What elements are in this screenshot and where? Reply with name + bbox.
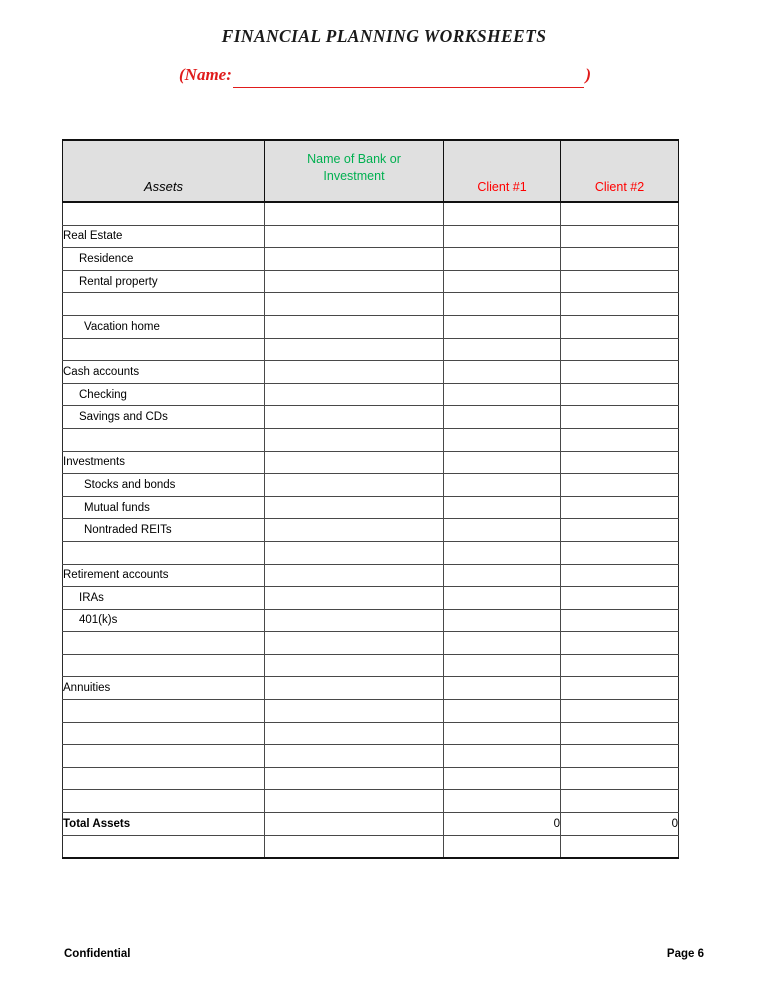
client-1-value-cell[interactable] [444,428,561,451]
table-row [63,835,679,858]
column-header-assets: Assets [63,140,265,202]
client-1-value-cell[interactable] [444,790,561,813]
client-2-value-cell[interactable] [561,315,679,338]
asset-label-cell: Checking [63,383,265,406]
client-2-value-cell[interactable] [561,677,679,700]
asset-label-cell: Savings and CDs [63,406,265,429]
asset-label-cell [63,790,265,813]
bank-or-investment-cell[interactable] [265,338,444,361]
client-1-value-cell[interactable] [444,767,561,790]
asset-label-cell: IRAs [63,587,265,610]
asset-label-cell: Real Estate [63,225,265,248]
asset-label-cell: Residence [63,248,265,271]
client-1-value-cell[interactable]: 0 [444,813,561,836]
table-row [63,632,679,655]
client-1-value-cell[interactable] [444,654,561,677]
table-row [63,361,679,384]
client-1-value-cell[interactable] [444,496,561,519]
asset-label-cell [63,654,265,677]
bank-or-investment-cell[interactable] [265,361,444,384]
column-header-client-2: Client #2 [561,140,679,202]
client-1-value-cell[interactable] [444,202,561,225]
client-2-value-cell[interactable] [561,202,679,225]
client-1-value-cell[interactable] [444,722,561,745]
bank-or-investment-cell[interactable] [265,722,444,745]
client-2-value-cell[interactable] [561,451,679,474]
client-1-value-cell[interactable] [444,835,561,858]
asset-label-cell: Stocks and bonds [63,474,265,497]
table-row [63,225,679,248]
asset-label-cell [63,541,265,564]
table-row [63,519,679,542]
client-2-value-cell[interactable] [561,474,679,497]
client-2-value-cell[interactable] [561,428,679,451]
table-row [63,474,679,497]
client-1-value-cell[interactable] [444,293,561,316]
client-1-value-cell[interactable] [444,541,561,564]
table-row [63,293,679,316]
client-1-value-cell[interactable] [444,406,561,429]
client-1-value-cell[interactable] [444,677,561,700]
client-2-value-cell[interactable] [561,270,679,293]
asset-label-cell: Cash accounts [63,361,265,384]
asset-label-cell [63,722,265,745]
client-2-value-cell[interactable] [561,293,679,316]
bank-or-investment-cell[interactable] [265,293,444,316]
name-field-underline[interactable] [233,87,584,88]
bank-or-investment-cell[interactable] [265,451,444,474]
name-field-label: (Name: [179,65,232,84]
client-2-value-cell[interactable] [561,225,679,248]
bank-or-investment-cell[interactable] [265,587,444,610]
client-2-value-cell[interactable] [561,564,679,587]
asset-label-cell [63,428,265,451]
assets-worksheet-table [62,139,679,859]
client-1-value-cell[interactable] [444,270,561,293]
bank-or-investment-cell[interactable] [265,700,444,723]
table-row [63,315,679,338]
client-2-value-cell[interactable] [561,790,679,813]
table-row [63,541,679,564]
client-1-value-cell[interactable] [444,225,561,248]
name-field-row [179,65,591,91]
asset-label-cell [63,700,265,723]
column-header-bank-line2: Investment [323,168,385,183]
client-2-value-cell[interactable] [561,835,679,858]
bank-or-investment-cell[interactable] [265,519,444,542]
client-2-value-cell[interactable] [561,541,679,564]
client-1-value-cell[interactable] [444,361,561,384]
asset-label-cell: Nontraded REITs [63,519,265,542]
asset-label-cell [63,835,265,858]
bank-or-investment-cell[interactable] [265,270,444,293]
table-row [63,338,679,361]
bank-or-investment-cell[interactable] [265,632,444,655]
asset-label-cell [63,632,265,655]
client-2-value-cell[interactable] [561,406,679,429]
table-row [63,790,679,813]
client-1-value-cell[interactable] [444,338,561,361]
bank-or-investment-cell[interactable] [265,677,444,700]
client-1-value-cell[interactable] [444,519,561,542]
bank-or-investment-cell[interactable] [265,564,444,587]
column-header-client-1: Client #1 [444,140,561,202]
bank-or-investment-cell[interactable] [265,315,444,338]
client-2-value-cell[interactable] [561,654,679,677]
table-row [63,767,679,790]
bank-or-investment-cell[interactable] [265,790,444,813]
asset-label-cell [63,767,265,790]
bank-or-investment-cell[interactable] [265,745,444,768]
asset-label-cell: Retirement accounts [63,564,265,587]
table-row [63,587,679,610]
client-1-value-cell[interactable] [444,632,561,655]
asset-label-cell [63,202,265,225]
asset-label-cell: Mutual funds [63,496,265,519]
client-1-value-cell[interactable] [444,564,561,587]
bank-or-investment-cell[interactable] [265,835,444,858]
table-row [63,654,679,677]
bank-or-investment-cell[interactable] [265,813,444,836]
table-row [63,609,679,632]
footer-confidential-label: Confidential [64,948,131,960]
client-2-value-cell[interactable] [561,722,679,745]
asset-label-cell [63,745,265,768]
table-row [63,813,679,836]
asset-label-cell: 401(k)s [63,609,265,632]
asset-label-cell: Investments [63,451,265,474]
client-2-value-cell[interactable] [561,338,679,361]
column-header-bank-or-investment [265,140,444,202]
bank-or-investment-cell[interactable] [265,383,444,406]
client-1-value-cell[interactable] [444,700,561,723]
asset-label-cell [63,338,265,361]
asset-label-cell [63,293,265,316]
client-2-value-cell[interactable] [561,745,679,768]
table-row [63,383,679,406]
table-row [63,677,679,700]
client-2-value-cell[interactable] [561,609,679,632]
table-row [63,745,679,768]
client-1-value-cell[interactable] [444,745,561,768]
table-row [63,496,679,519]
asset-label-cell: Annuities [63,677,265,700]
table-row [63,564,679,587]
client-2-value-cell[interactable] [561,496,679,519]
bank-or-investment-cell[interactable] [265,428,444,451]
client-1-value-cell[interactable] [444,609,561,632]
asset-label-cell: Rental property [63,270,265,293]
column-header-bank-line1: Name of Bank or [307,151,401,166]
bank-or-investment-cell[interactable] [265,654,444,677]
bank-or-investment-cell[interactable] [265,496,444,519]
table-row [63,428,679,451]
bank-or-investment-cell[interactable] [265,541,444,564]
client-1-value-cell[interactable] [444,474,561,497]
bank-or-investment-cell[interactable] [265,767,444,790]
asset-label-cell: Vacation home [63,315,265,338]
table-row [63,722,679,745]
bank-or-investment-cell[interactable] [265,609,444,632]
client-1-value-cell[interactable] [444,248,561,271]
client-2-value-cell[interactable] [561,361,679,384]
client-2-value-cell[interactable] [561,587,679,610]
client-1-value-cell[interactable] [444,451,561,474]
bank-or-investment-cell[interactable] [265,225,444,248]
bank-or-investment-cell[interactable] [265,474,444,497]
bank-or-investment-cell[interactable] [265,406,444,429]
table-row [63,406,679,429]
table-header-row [63,140,679,202]
client-2-value-cell[interactable] [561,383,679,406]
table-row [63,451,679,474]
client-2-value-cell[interactable]: 0 [561,813,679,836]
page-title: FINANCIAL PLANNING WORKSHEETS [221,26,547,46]
bank-or-investment-cell[interactable] [265,202,444,225]
client-1-value-cell[interactable] [444,383,561,406]
client-2-value-cell[interactable] [561,519,679,542]
table-row [63,270,679,293]
client-2-value-cell[interactable] [561,700,679,723]
table-row [63,700,679,723]
page-footer [64,948,704,960]
client-1-value-cell[interactable] [444,315,561,338]
client-2-value-cell[interactable] [561,248,679,271]
bank-or-investment-cell[interactable] [265,248,444,271]
name-field-close-paren: ) [585,65,591,84]
asset-label-cell: Total Assets [63,813,265,836]
client-2-value-cell[interactable] [561,767,679,790]
table-body [63,202,679,858]
client-2-value-cell[interactable] [561,632,679,655]
table-row [63,248,679,271]
client-1-value-cell[interactable] [444,587,561,610]
footer-page-number: Page 6 [666,948,704,960]
table-row [63,202,679,225]
